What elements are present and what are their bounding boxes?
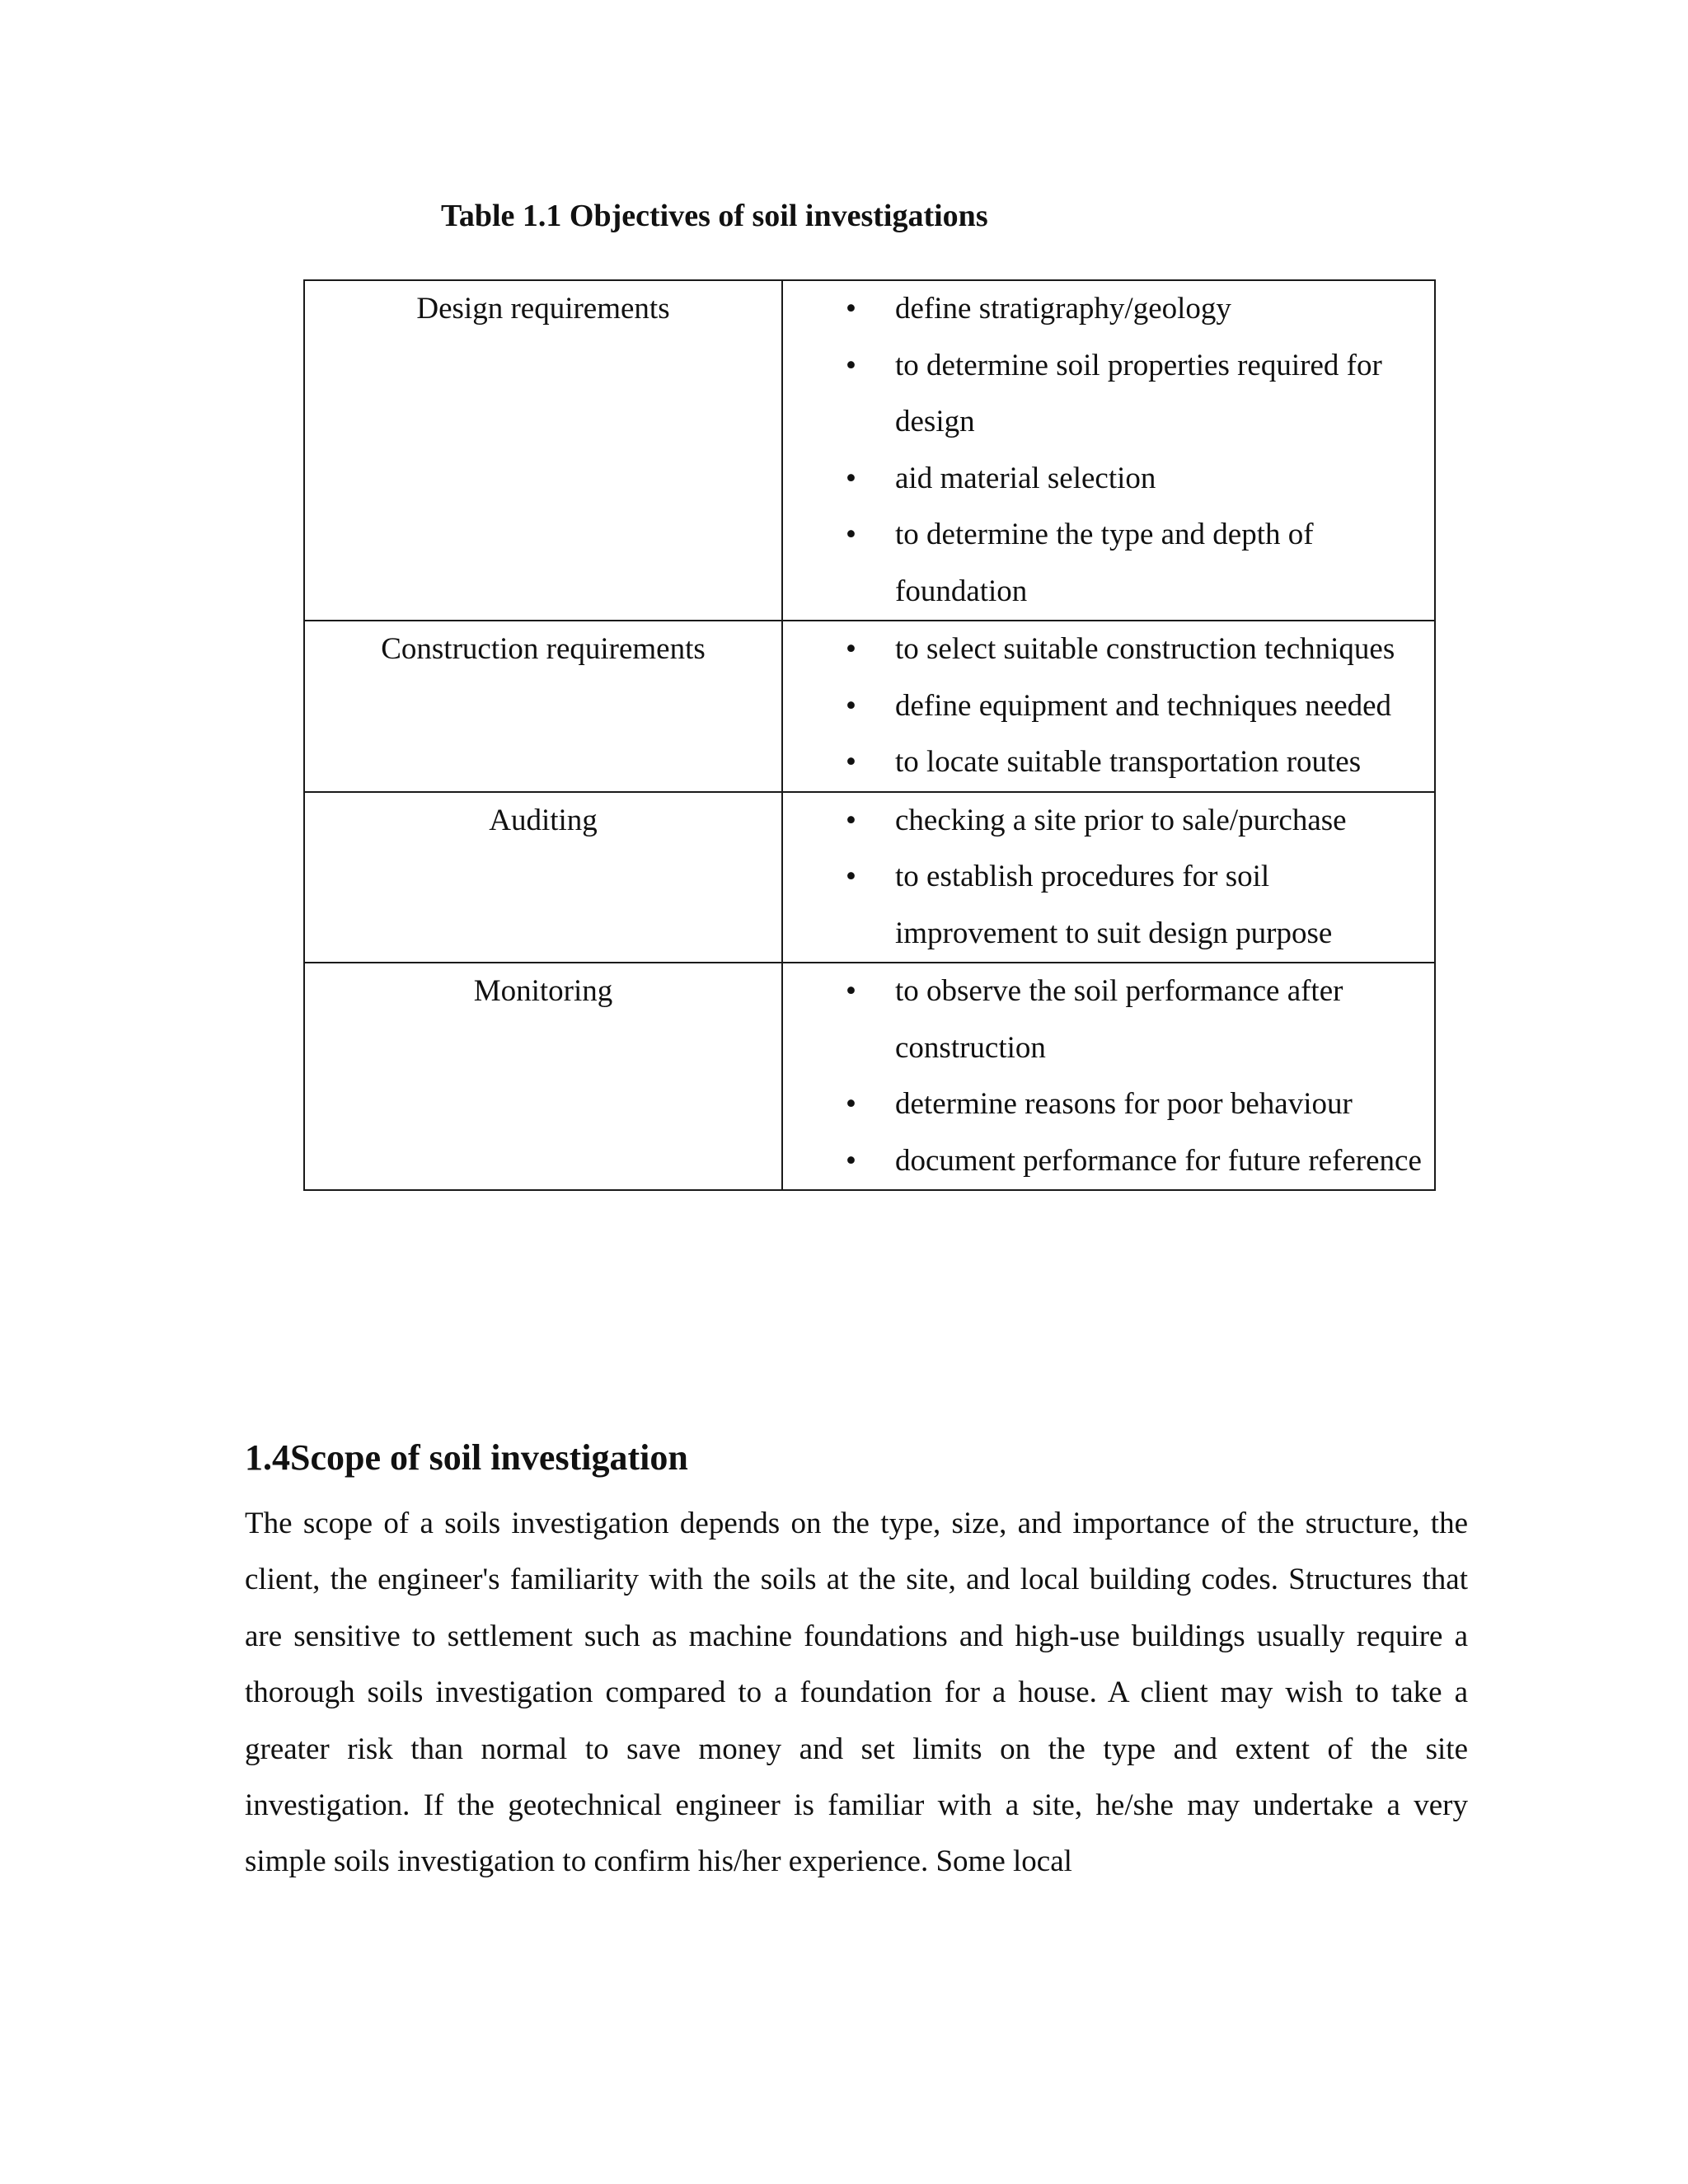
category-cell: Construction requirements <box>304 621 782 792</box>
bullet-list <box>783 621 1434 791</box>
items-cell <box>782 621 1435 792</box>
bullet-icon: • <box>846 1143 856 1178</box>
list-item <box>783 338 1426 451</box>
list-item <box>783 507 1426 620</box>
list-item-text: define stratigraphy/geology <box>895 292 1231 326</box>
table-caption: Table 1.1 Objectives of soil investigations <box>441 199 988 233</box>
list-item <box>783 1076 1426 1133</box>
list-item-text: checking a site prior to sale/purchase <box>895 803 1347 837</box>
bullet-icon: • <box>846 292 856 326</box>
items-cell <box>782 280 1435 621</box>
list-item <box>783 281 1426 338</box>
section-heading: 1.4Scope of soil investigation <box>245 1437 688 1478</box>
list-item <box>783 1133 1426 1190</box>
list-item-text: to observe the soil performance after construction <box>895 974 1343 1065</box>
list-item-text: to locate suitable transportation routes <box>895 745 1362 779</box>
list-item <box>783 963 1426 1076</box>
list-item <box>783 734 1426 791</box>
category-cell: Design requirements <box>304 280 782 621</box>
list-item <box>783 678 1426 735</box>
bullet-icon: • <box>846 1087 856 1121</box>
list-item <box>783 849 1426 962</box>
list-item-text: to determine the type and depth of foundation <box>895 518 1314 608</box>
list-item-text: to establish procedures for soil improvement to suit design purpose <box>895 860 1333 950</box>
bullet-list <box>783 281 1434 620</box>
bullet-icon: • <box>846 803 856 837</box>
list-item-text: to select suitable construction techniques <box>895 632 1395 666</box>
list-item <box>783 621 1426 678</box>
bullet-icon: • <box>846 974 856 1008</box>
items-cell <box>782 792 1435 963</box>
items-cell <box>782 963 1435 1190</box>
list-item-text: to determine soil properties required for design <box>895 348 1382 438</box>
table-row <box>304 621 1435 792</box>
bullet-icon: • <box>846 860 856 893</box>
list-item-text: document performance for future reference <box>895 1143 1422 1178</box>
table-row <box>304 280 1435 621</box>
table-row <box>304 792 1435 963</box>
list-item-text: aid material selection <box>895 461 1156 495</box>
list-item <box>783 451 1426 508</box>
list-item-text: determine reasons for poor behaviour <box>895 1087 1353 1121</box>
bullet-list <box>783 963 1434 1189</box>
category-cell: Auditing <box>304 792 782 963</box>
bullet-icon: • <box>846 461 856 495</box>
bullet-icon: • <box>846 518 856 551</box>
objectives-table <box>303 279 1436 1191</box>
bullet-icon: • <box>846 745 856 779</box>
list-item <box>783 793 1426 850</box>
table-row <box>304 963 1435 1190</box>
section-body-paragraph: The scope of a soils investigation depends on the type, size, and importance of the structure, the client, the engineer's familiarity with the soils at the site, and local building codes. Structures that are sensitive to settlement such as machine foundations and high-use buildings usually require a thorough soils investigation compared to a foundation for a house. A client may wish to take a greater risk than normal to save money and set limits on the type and extent of the site investigation. If the geotechnical engineer is familiar with a site, he/she may undertake a very simple soils investigation to confirm his/her experience. Some local <box>245 1507 1468 1879</box>
category-cell: Monitoring <box>304 963 782 1190</box>
bullet-icon: • <box>846 348 856 382</box>
bullet-icon: • <box>846 632 856 666</box>
bullet-icon: • <box>846 688 856 723</box>
bullet-list <box>783 793 1434 963</box>
list-item-text: define equipment and techniques needed <box>895 688 1392 723</box>
